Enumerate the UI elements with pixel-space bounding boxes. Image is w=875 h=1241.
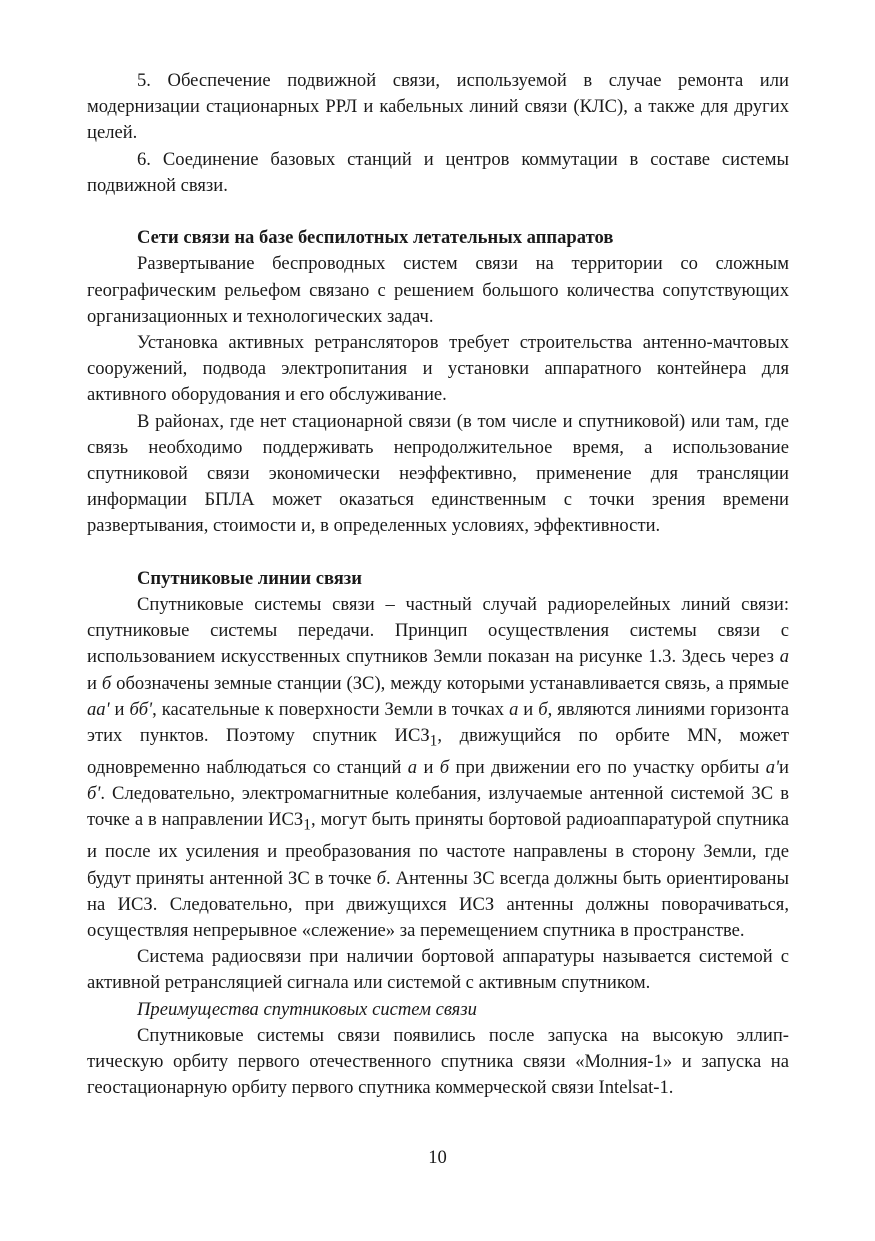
satellite-section-heading: Спутниковые линии связи — [137, 567, 362, 589]
list-item-5: 5. Обеспечение подвижной связи, используемой в случае ремонта или модернизации стационарных РРЛ и кабельных линий связи (КЛС), а также для других целей. — [87, 70, 789, 144]
list-item-6: 6. Соединение базовых станций и центров коммутации в составе системы подвижной связи. — [87, 148, 789, 196]
page-number: 10 — [428, 1147, 447, 1168]
uav-section-heading: Сети связи на базе беспилотных летательных аппаратов — [137, 227, 614, 249]
uav-paragraph-1: Развертывание беспроводных систем связи на территории со сложным географическим рельефом связано с решением большого количества сопутствующих организационных и технологических задач. — [87, 253, 789, 327]
advantages-subheading: Преимущества спутниковых систем связи — [137, 998, 477, 1020]
satellite-paragraph-2: Система радиосвязи при наличии бортовой аппаратуры называется системой с активной ретрансляцией сигнала или системой с активным спутником. — [87, 946, 789, 994]
section-gap — [87, 199, 789, 225]
satellite-paragraph-3: Спутниковые системы связи появились после запуска на высокую эллиптическую орбиту первого отечественного спутника связи «Молния-1» и запуска на геостационарную орбиту первого спутника коммерческой связи Intelsat-1. — [87, 1024, 789, 1099]
uav-paragraph-2: Установка активных ретрансляторов требует строительства антенно-мачтовых сооружений, подвода электропитания и установки аппаратного контейнера для активного оборудования и его обслуживание. — [87, 332, 789, 406]
uav-paragraph-3: В районах, где нет стационарной связи (в том числе и спутниковой) или там, где связь необходимо поддерживать непродолжительное время, а использование спутниковой связи экономически неэффективно, применение для трансляции информации БПЛА может оказаться единственным с точки зрения времени развертывания, стоимости и, в определенных условиях, эффективности. — [87, 410, 789, 537]
satellite-paragraph-1: Спутниковые системы связи – частный случай радиорелейных линий связи: спутниковые системы передачи. Принцип осуществления системы связи с использованием искусственных спутников Земли показан на рисунке 1.3. Здесь через а и б обозначены земные станции (ЗС), между которыми устанавливается связь, а прямые аа' и бб', касательные к поверхности Земли в точках а и б, являются линиями горизонта этих пунктов. Поэтому спутник $ИСЗ_1$, движущийся по орбите MN, может одновременно наблюдаться со станций а и б при движении его по участку орбиты а'и б'. Следовательно, электромагнитные колебания, излучаемые антенной системой ЗС в точке а в направлении $ИСЗ_1$, могут быть приняты бортовой радиоаппаратурой спутника и после их усиления и преобразования по частоте направлены в сторону Земли, где будут приняты антенной ЗС в точке б. Антенны ЗС всегда должны быть ориентированы на ИСЗ. Следовательно, при движущихся ИСЗ антенны должны поворачиваться, осуществляя непрерывное «слежение» за перемещением спутника в пространстве. — [87, 594, 790, 941]
page-body — [87, 68, 789, 1101]
section-gap — [87, 540, 789, 566]
